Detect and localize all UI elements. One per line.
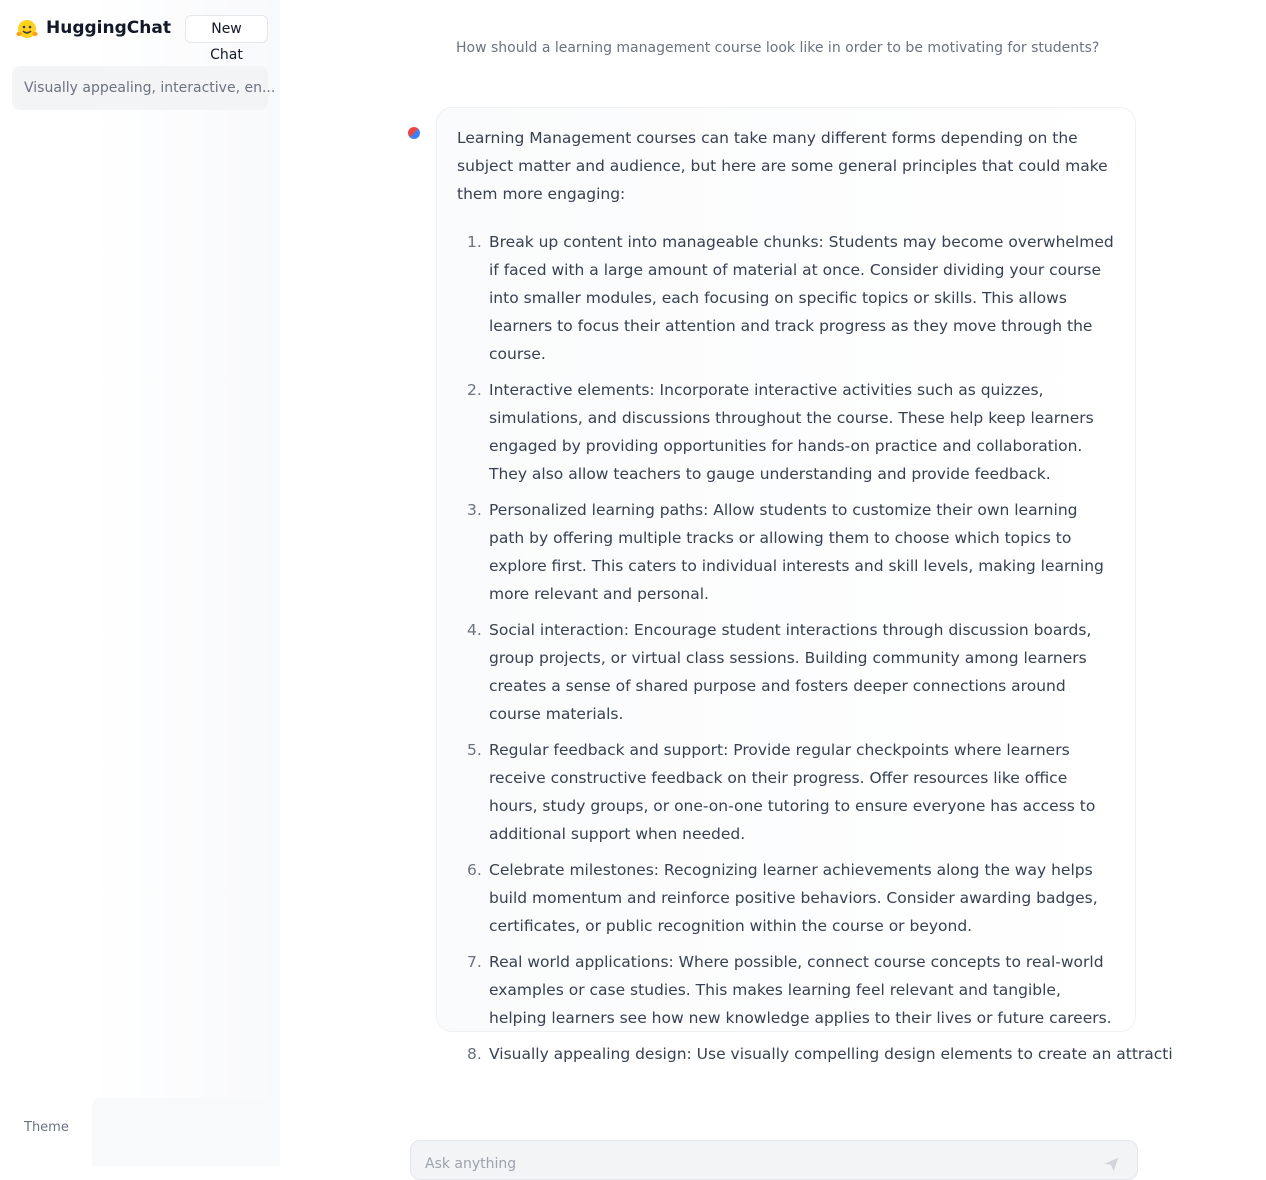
list-item — [457, 736, 1115, 848]
list-item-number: 2. — [467, 381, 482, 399]
send-button[interactable] — [1101, 1155, 1121, 1175]
list-item — [457, 496, 1115, 608]
list-item — [457, 856, 1115, 940]
assistant-intro: Learning Management courses can take many different forms depending on the subject matter and audience, but here are some general principles that could make them more engaging: — [457, 129, 1108, 203]
conversation-item[interactable]: Visually appealing, interactive, en... — [12, 66, 268, 110]
sidebar-header — [16, 15, 268, 63]
assistant-avatar-icon — [408, 127, 420, 139]
chat-main — [280, 0, 1266, 1166]
app-title: HuggingChat — [46, 18, 171, 38]
list-item-number: 3. — [467, 501, 482, 519]
theme-toggle[interactable]: Theme — [24, 1120, 69, 1135]
send-icon — [1102, 1155, 1120, 1173]
list-item-number: 5. — [467, 741, 482, 759]
list-item-number: 4. — [467, 621, 482, 639]
list-item-text: Visually appealing design: Use visually compelling design elements to create an attracti — [489, 1045, 1173, 1063]
list-item-number: 8. — [467, 1045, 482, 1063]
list-item — [457, 228, 1115, 368]
list-item-number: 1. — [467, 233, 482, 251]
list-item-text: Personalized learning paths: Allow students to customize their own learning path by offering multiple tracks or allowing them to choose which topics to explore first. This caters to individual interests and skill levels, making learning more relevant and personal. — [489, 501, 1104, 603]
user-message: How should a learning management course look like in order to be motivating for students? — [456, 40, 1100, 56]
list-item-text: Social interaction: Encourage student interactions through discussion boards, group projects, or virtual class sessions. Building community among learners creates a sense of shared purpose and fosters deeper connections around course materials. — [489, 621, 1092, 723]
list-item-text: Interactive elements: Incorporate interactive activities such as quizzes, simulations, and discussions throughout the course. These help keep learners engaged by providing opportunities for hands-on practice and collaboration. They also allow teachers to gauge understanding and provide feedback. — [489, 381, 1094, 483]
conversation-list — [12, 66, 276, 110]
new-chat-button[interactable]: New Chat — [185, 15, 268, 43]
composer — [410, 1140, 1138, 1180]
list-item — [457, 376, 1115, 488]
list-item-text: Break up content into manageable chunks: Students may become overwhelmed if faced with a large amount of material at once. Consider dividing your course into smaller modules, each focusing on specific topics or skills. This allows learners to focus their attention and track progress as they move through the course. — [489, 233, 1114, 363]
list-item-number: 7. — [467, 953, 482, 971]
list-item — [457, 616, 1115, 728]
list-item-text: Celebrate milestones: Recognizing learner achievements along the way helps build momentum and reinforce positive behaviors. Consider awarding badges, certificates, or public recognition within the course or beyond. — [489, 861, 1098, 935]
list-item — [457, 948, 1115, 1032]
sidebar — [0, 0, 280, 1166]
assistant-points-list — [457, 228, 1173, 1068]
hugging-face-emoji-icon — [16, 19, 38, 39]
list-item-number: 6. — [467, 861, 482, 879]
sidebar-footer — [92, 1098, 280, 1166]
assistant-message — [436, 107, 1173, 1063]
list-item — [457, 1040, 1173, 1068]
list-item-text: Real world applications: Where possible, connect course concepts to real-world examples or case studies. This makes learning feel relevant and tangible, helping learners see how new knowledge applies to their lives or future careers. — [489, 953, 1112, 1027]
chat-input[interactable] — [423, 1155, 1087, 1173]
list-item-text: Regular feedback and support: Provide regular checkpoints where learners receive constructive feedback on their progress. Offer resources like office hours, study groups, or one-on-one tutoring to ensure everyone has access to additional support when needed. — [489, 741, 1096, 843]
